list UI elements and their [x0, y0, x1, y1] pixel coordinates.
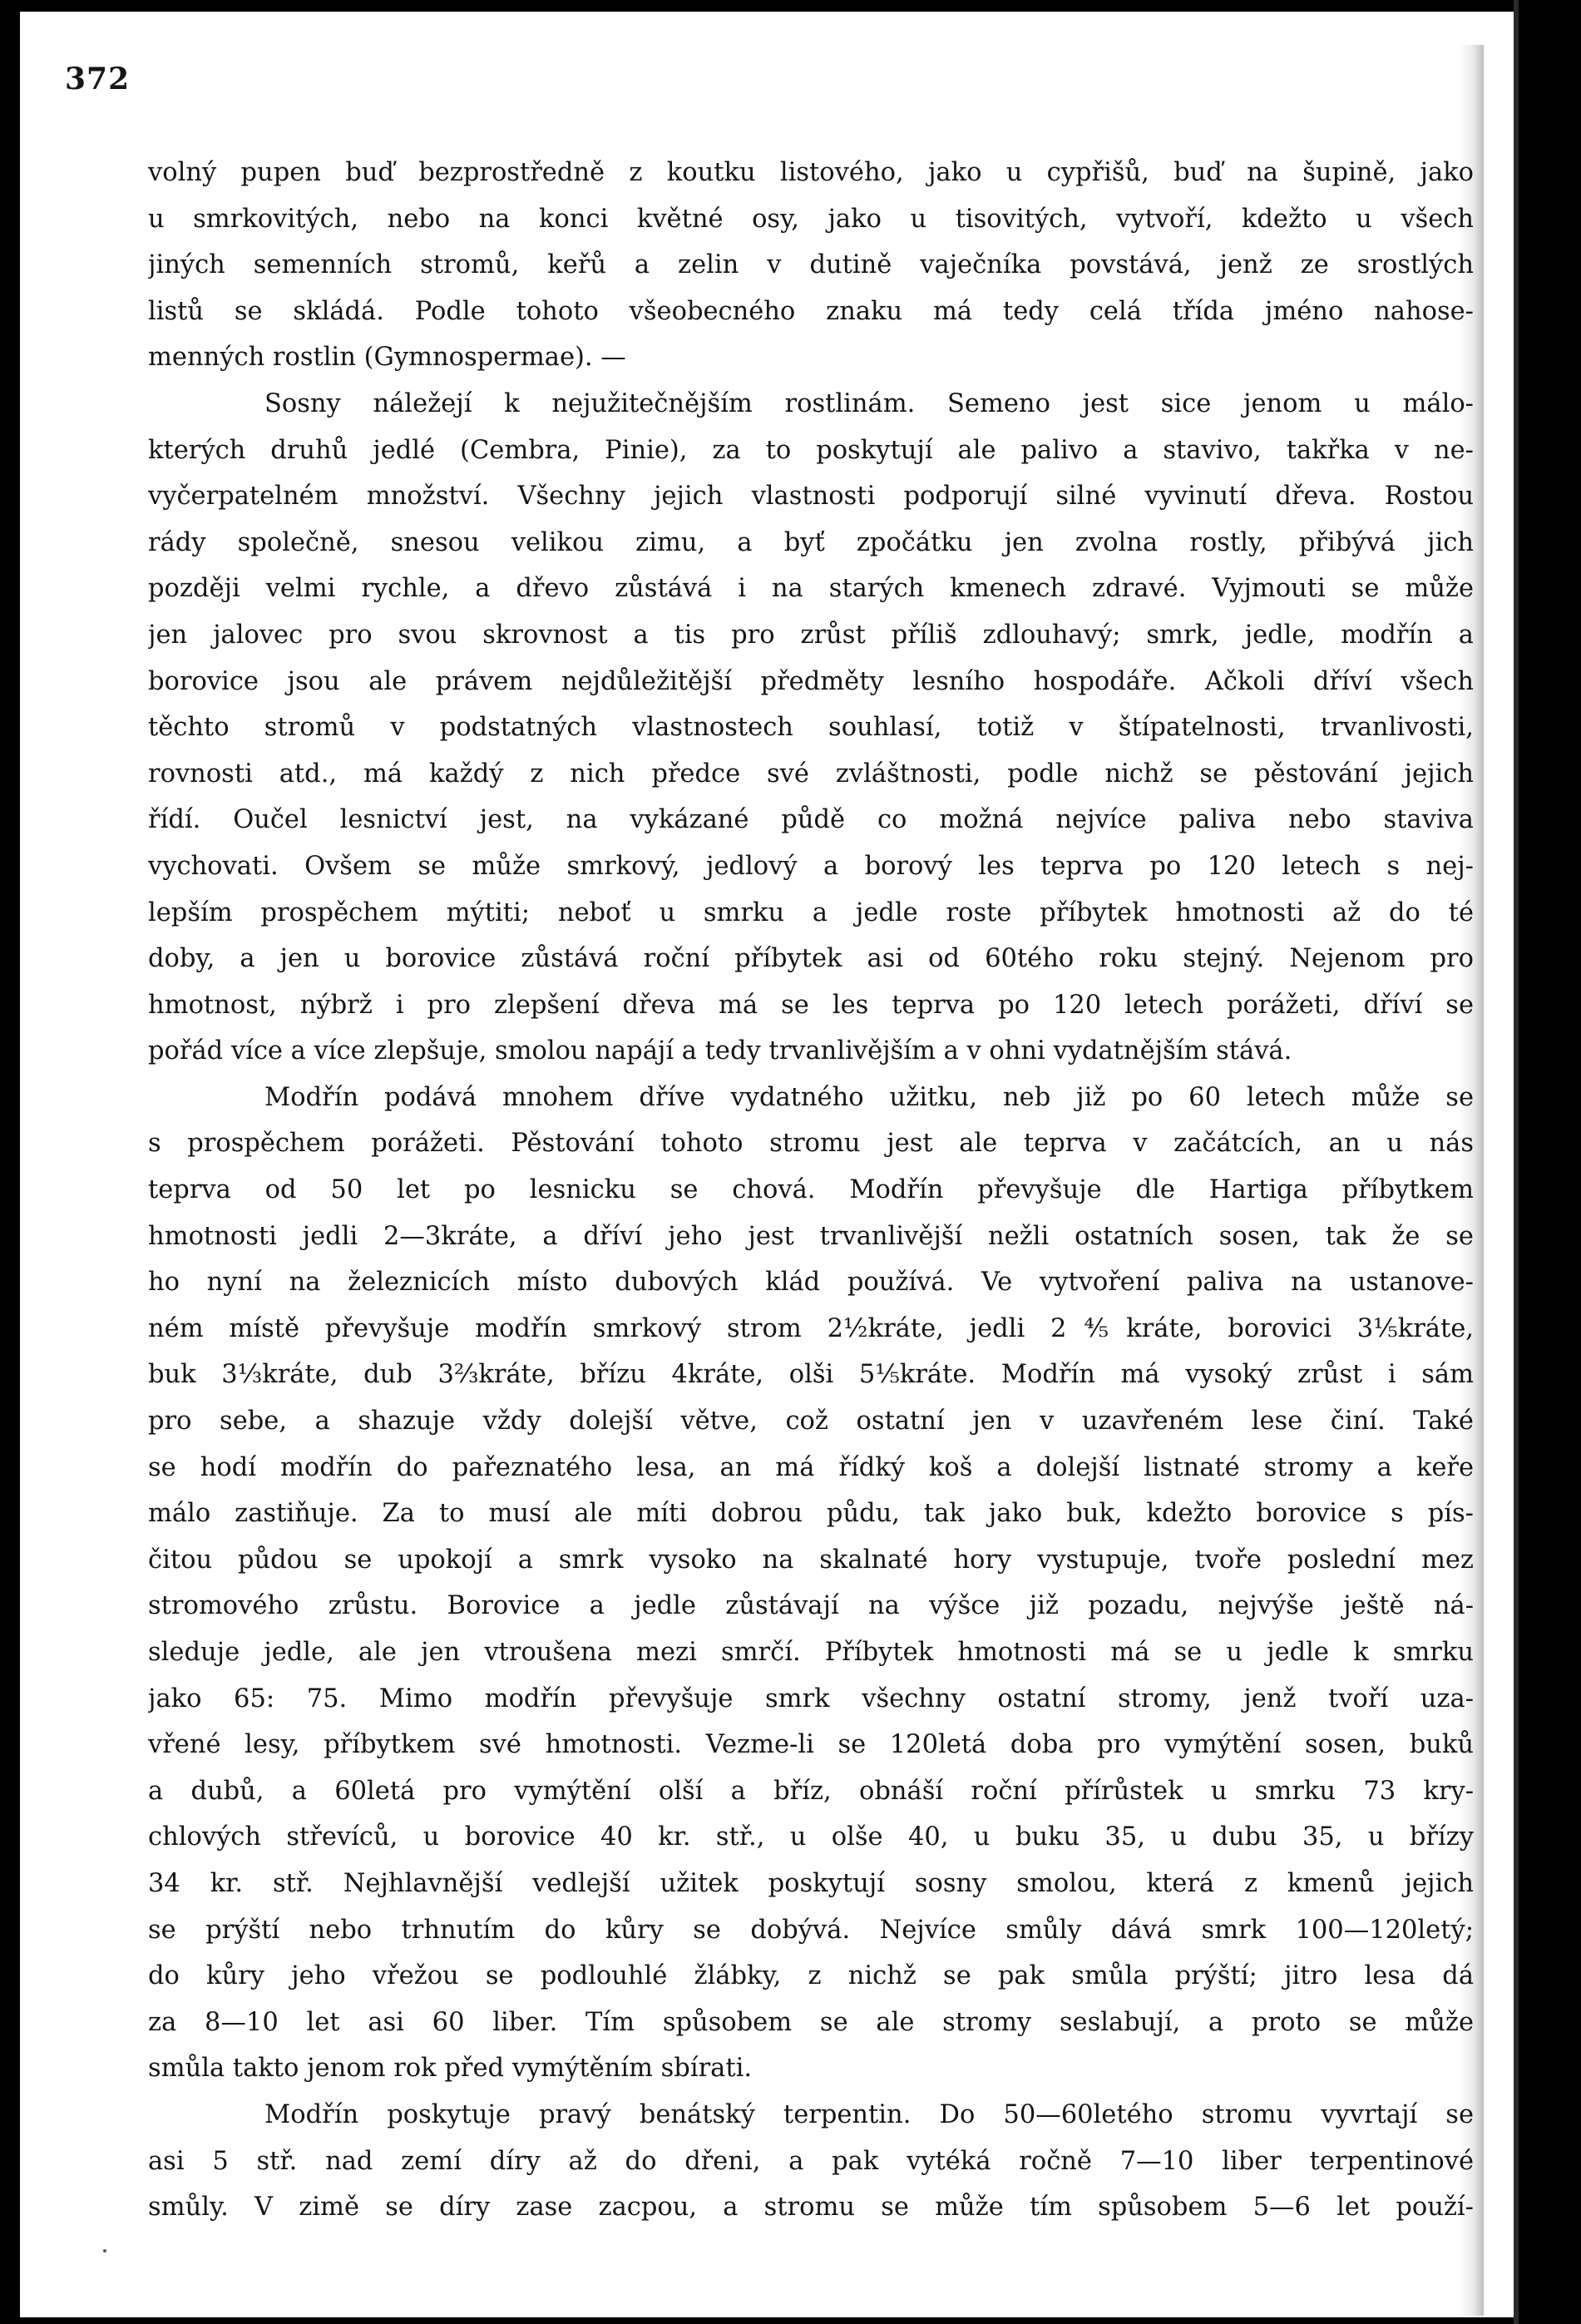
text-line: volný pupen buď bezprostředně z koutku listového, jako u cypřišů, buď na šupině, jako — [148, 158, 1474, 187]
text-line: jen jalovec pro svou skrovnost a tis pro zrůst příliš zdlouhavý; smrk, jedle, modřín a — [148, 620, 1474, 650]
text-line: menných rostlin (Gymnospermae). — — [148, 343, 626, 373]
text-line: se hodí modřín do pařeznatého lesa, an má řídký koš a dolejší listnaté stromy a keře — [148, 1452, 1474, 1482]
text-line: hmotnost, nýbrž i pro zlepšení dřeva má se les teprva po 120 letech porážeti, dříví se — [148, 990, 1474, 1020]
text-line: a dubů, a 60letá pro vymýtění olší a bříz, obnáší roční přírůstek u smrku 73 kry- — [148, 1776, 1474, 1806]
text-line: 34 kr. stř. Nejhlavnější vedlejší užitek poskytují sosny smolou, která z kmenů jejich — [148, 1868, 1474, 1898]
book-page — [20, 12, 1514, 2317]
text-line: hmotnosti jedli 2—3kráte, a dříví jeho jest trvanlivější nežli ostatních sosen, tak že se — [148, 1221, 1474, 1251]
text-line: lepším prospěchem mýtiti; neboť u smrku a jedle roste příbytek hmotnosti až do té — [148, 897, 1474, 927]
text-line: doby, a jen u borovice zůstává roční příbytek asi od 60tého roku stejný. Nejenom pro — [148, 944, 1474, 974]
text-line: sleduje jedle, ale jen vtroušena mezi smrčí. Příbytek hmotnosti má se u jedle k smrku — [148, 1638, 1474, 1667]
text-line: borovice jsou ale právem nejdůležitější předměty lesního hospodáře. Ačkoli dříví všech — [148, 666, 1474, 696]
binding-gutter — [1514, 0, 1519, 2324]
text-line: řídí. Oučel lesnictví jest, na vykázané půdě co možná nejvíce paliva nebo staviva — [148, 805, 1474, 835]
text-line: ném místě převyšuje modřín smrkový strom 2½kráte, jedli 2⅘kráte, borovici 3⅕kráte, — [148, 1313, 1474, 1343]
text-line: smůly. V zimě se díry zase zacpou, a stromu se může tím spůsobem 5—6 let použí- — [148, 2193, 1474, 2223]
text-line: chlových střevíců, u borovice 40 kr. stř., u olše 40, u buku 35, u dubu 35, u břízy — [148, 1822, 1474, 1852]
text-line: rovnosti atd., má každý z nich předce své zvláštnosti, podle nichž se pěstování jejich — [148, 759, 1474, 789]
text-line: Sosny náležejí k nejužitečnějším rostlinám. Semeno jest sice jenom u málo- — [264, 388, 1474, 418]
body-text — [148, 150, 1474, 2231]
page-number: 372 — [65, 62, 131, 96]
text-line: později velmi rychle, a dřevo zůstává i na starých kmenech zdravé. Vyjmouti se může — [148, 574, 1474, 604]
text-line: smůla takto jenom rok před vymýtěním sbírati. — [148, 2054, 753, 2084]
scan-speck — [103, 2249, 106, 2252]
text-line: stromového zrůstu. Borovice a jedle zůstávají na výšce již pozadu, nejvýše ještě ná- — [148, 1591, 1474, 1621]
text-line: buk 3⅓kráte, dub 3⅔kráte, břízu 4kráte, olši 5⅕kráte. Modřín má vysoký zrůst i sám — [148, 1360, 1474, 1390]
text-line: asi 5 stř. nad zemí díry až do dřeni, a pak vytéká ročně 7—10 liber terpentinové — [148, 2146, 1474, 2176]
text-line: těchto stromů v podstatných vlastnostech souhlasí, totiž v štípatelnosti, trvanlivosti, — [148, 713, 1474, 743]
text-line: za 8—10 let asi 60 liber. Tím spůsobem se ale stromy seslabují, a proto se může — [148, 2007, 1474, 2037]
text-line: málo zastiňuje. Za to musí ale míti dobrou půdu, tak jako buk, kdežto borovice s pís- — [148, 1499, 1474, 1529]
text-line: jiných semenních stromů, keřů a zelin v dutině vaječníka povstává, jenž ze srostlých — [148, 250, 1474, 280]
text-line: rády společně, snesou velikou zimu, a byť zpočátku jen zvolna rostly, přibývá jich — [148, 527, 1474, 557]
text-line: pořád více a více zlepšuje, smolou napájí a tedy trvanlivějším a v ohni vydatnějším stává. — [148, 1036, 1292, 1066]
text-line: teprva od 50 let po lesnicku se chová. Modřín převyšuje dle Hartiga příbytkem — [148, 1175, 1474, 1205]
text-line: jako 65: 75. Mimo modřín převyšuje smrk všechny ostatní stromy, jenž tvoří uza- — [148, 1684, 1474, 1713]
text-line: ho nyní na železnicích místo dubových klád používá. Ve vytvoření paliva na ustanove- — [148, 1268, 1474, 1298]
text-line: s prospěchem porážeti. Pěstování tohoto stromu jest ale teprva v začátcích, an u nás — [148, 1129, 1474, 1159]
text-line: vyčerpatelném množství. Všechny jejich vlastnosti podporují silné vyvinutí dřeva. Rostou — [148, 482, 1474, 512]
text-line: Modřín poskytuje pravý benátský terpentin. Do 50—60letého stromu vyvrtají se — [264, 2099, 1474, 2129]
text-line: do kůry jeho vřežou se podlouhlé žlábky, z nichž se pak smůla prýští; jitro lesa dá — [148, 1961, 1474, 1991]
text-line: vřené lesy, příbytkem své hmotnosti. Vezme-li se 120letá doba pro vymýtění sosen, buků — [148, 1730, 1474, 1760]
text-line: u smrkovitých, nebo na konci květné osy, jako u tisovitých, vytvoří, kdežto u všech — [148, 204, 1474, 234]
text-line: listů se skládá. Podle tohoto všeobecného znaku má tedy celá třída jméno nahose- — [148, 296, 1474, 326]
text-line: kterých druhů jedlé (Cembra, Pinie), za to poskytují ale palivo a stavivo, takřka v ne- — [148, 435, 1474, 465]
text-line: pro sebe, a shazuje vždy dolejší větve, což ostatní jen v uzavřeném lese činí. Také — [148, 1407, 1474, 1436]
text-line: vychovati. Ovšem se může smrkový, jedlový a borový les teprva po 120 letech s nej- — [148, 851, 1474, 881]
text-line: Modřín podává mnohem dříve vydatného užitku, neb již po 60 letech může se — [264, 1082, 1474, 1112]
text-line: se prýští nebo trhnutím do kůry se dobývá. Nejvíce smůly dává smrk 100—120letý; — [148, 1915, 1474, 1945]
text-line: čitou půdou se upokojí a smrk vysoko na skalnaté hory vystupuje, tvoře poslední mez — [148, 1545, 1474, 1575]
